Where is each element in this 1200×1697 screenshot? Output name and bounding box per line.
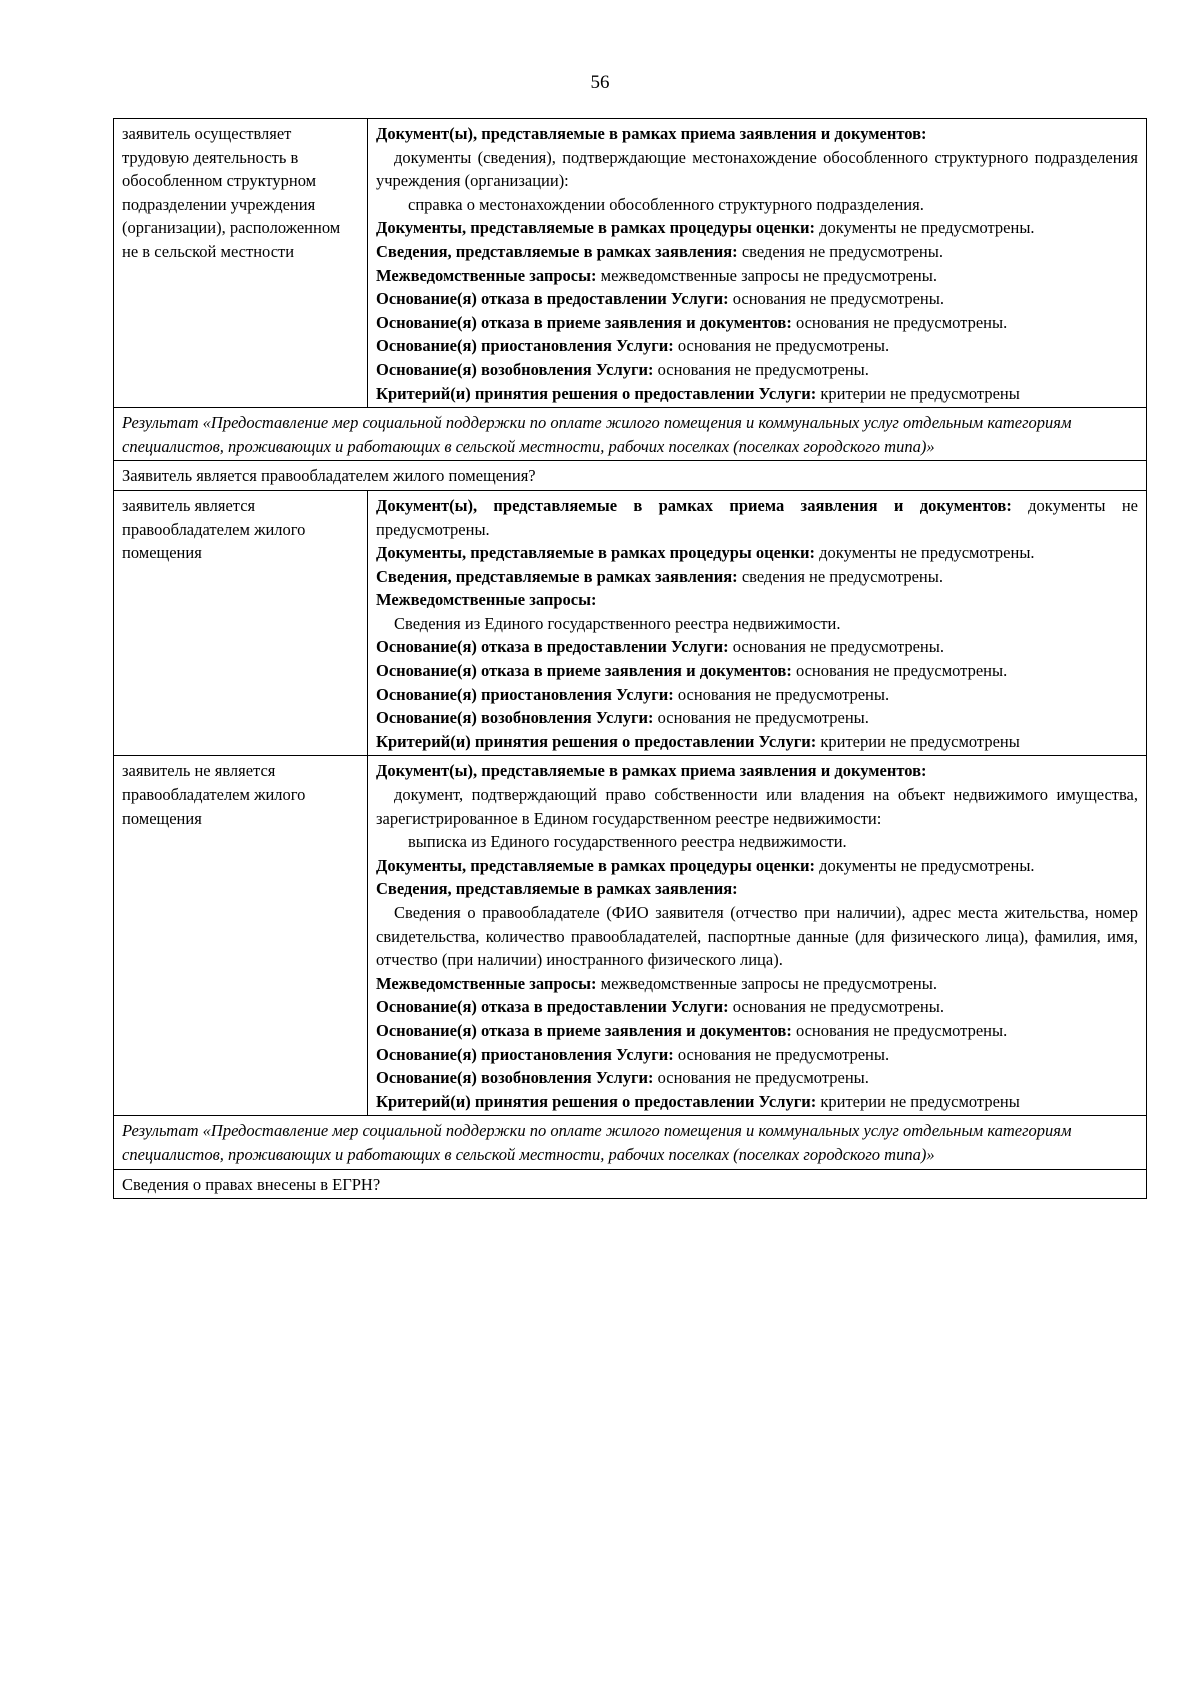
requirement-text: основания не предусмотрены. [728,997,944,1017]
requirement-label: Критерий(и) принятия решения о предоставлении Услуги: [376,383,817,403]
requirement-paragraph [376,1019,1138,1043]
requirement-label: Основание(я) возобновления Услуги: [376,359,654,379]
result-row [114,1116,1147,1169]
requirement-label: Критерий(и) принятия решения о предоставлении Услуги: [376,731,817,751]
requirements-cell [368,756,1147,1116]
requirement-text: основания не предусмотрены. [653,1068,869,1088]
requirement-paragraph [376,216,1138,240]
page-number: 56 [590,72,610,93]
requirement-paragraph [376,588,1138,612]
requirement-label: Межведомственные запросы: [376,590,597,610]
requirement-label: Основание(я) приостановления Услуги: [376,684,674,704]
requirement-paragraph [376,1066,1138,1090]
requirement-paragraph [376,264,1138,288]
requirement-paragraph [376,759,1138,783]
requirement-text: основания не предусмотрены. [728,637,944,657]
requirement-label: Основание(я) возобновления Услуги: [376,708,654,728]
requirements-cell [368,119,1147,408]
requirement-paragraph [376,494,1138,541]
requirement-paragraph [376,565,1138,589]
requirement-paragraph [376,612,1138,636]
requirement-label: Документ(ы), представляемые в рамках приема заявления и документов: [376,124,927,143]
requirement-label: Основание(я) приостановления Услуги: [376,1044,674,1064]
requirement-paragraph [376,706,1138,730]
question-row [114,1169,1147,1199]
requirement-label: Основание(я) отказа в предоставлении Услуги: [376,997,729,1017]
requirement-text: критерии не предусмотрены [816,731,1020,751]
requirement-label: Основание(я) возобновления Услуги: [376,1068,654,1088]
requirement-label: Основание(я) отказа в приеме заявления и документов: [376,1020,792,1040]
condition-cell: заявитель не является правообладателем жилого помещения [114,756,368,1116]
requirement-paragraph [376,854,1138,878]
requirement-paragraph [376,334,1138,358]
requirement-paragraph [376,146,1138,193]
requirement-text: основания не предусмотрены. [673,1044,890,1064]
requirement-paragraph [376,995,1138,1019]
requirement-label: Основание(я) отказа в предоставлении Услуги: [376,289,729,309]
requirement-text: Сведения из Единого государственного реестра недвижимости. [394,613,841,633]
requirements-cell [368,490,1147,756]
requirement-label: Документы, представляемые в рамках процедуры оценки: [376,855,816,875]
requirement-text: межведомственные запросы не предусмотрены. [596,265,937,285]
requirement-text: сведения не предусмотрены. [737,566,943,586]
requirement-paragraph [376,541,1138,565]
requirement-paragraph [376,122,1138,146]
requirement-text: Сведения о правообладателе (ФИО заявителя (отчество при наличии), адрес места жительства, номер свидетельства, количество правообладателей, паспортные данные (для физического лица), фамилия, имя, отчество (при наличии) иностранного физического лица). [376,903,1138,970]
requirement-label: Критерий(и) принятия решения о предоставлении Услуги: [376,1091,817,1111]
requirement-text: основания не предусмотрены. [791,661,1008,681]
requirement-label: Документы, представляемые в рамках процедуры оценки: [376,543,816,563]
requirement-text: основания не предусмотрены. [728,289,944,309]
requirement-label: Документы, представляемые в рамках процедуры оценки: [376,218,816,238]
requirement-paragraph [376,1090,1138,1114]
requirement-text: основания не предусмотрены. [673,684,890,704]
condition-row [114,756,1147,1116]
condition-cell: заявитель осуществляет трудовую деятельность в обособленном структурном подразделении учреждения (организации), расположенном не в сельской местности [114,119,368,408]
requirement-text: документы не предусмотрены. [376,495,1138,539]
requirement-paragraph [376,783,1138,830]
requirement-paragraph [376,193,1138,217]
requirement-label: Основание(я) отказа в предоставлении Услуги: [376,637,729,657]
result-text: Результат «Предоставление мер социальной поддержки по оплате жилого помещения и коммунальных услуг отдельным категориям специалистов, проживающих и работающих в сельской местности, рабочих поселках (поселках городского типа)» [114,408,1147,461]
requirement-label: Основание(я) приостановления Услуги: [376,336,674,356]
requirement-paragraph [376,240,1138,264]
requirement-paragraph [376,311,1138,335]
requirement-paragraph [376,635,1138,659]
requirement-text: документы не предусмотрены. [815,218,1035,238]
requirement-text: основания не предусмотрены. [673,336,890,356]
requirement-paragraph [376,877,1138,901]
requirement-text: сведения не предусмотрены. [737,241,943,261]
requirement-paragraph [376,972,1138,996]
requirement-text: основания не предусмотрены. [791,1020,1008,1040]
result-row [114,408,1147,461]
requirement-paragraph [376,830,1138,854]
requirement-text: межведомственные запросы не предусмотрены. [596,973,937,993]
requirement-paragraph [376,730,1138,754]
requirement-label: Основание(я) отказа в приеме заявления и документов: [376,661,792,681]
requirement-label: Основание(я) отказа в приеме заявления и документов: [376,312,792,332]
question-text: Заявитель является правообладателем жилого помещения? [114,461,1147,491]
requirement-text: выписка из Единого государственного реестра недвижимости. [408,832,847,852]
requirement-label: Документ(ы), представляемые в рамках приема заявления и документов: [376,761,927,781]
requirement-paragraph [376,683,1138,707]
requirement-label: Межведомственные запросы: [376,265,597,285]
condition-row [114,119,1147,408]
requirement-label: Сведения, представляемые в рамках заявления: [376,879,738,899]
result-text: Результат «Предоставление мер социальной поддержки по оплате жилого помещения и коммунальных услуг отдельным категориям специалистов, проживающих и работающих в сельской местности, рабочих поселках (поселках городского типа)» [114,1116,1147,1169]
requirement-text: основания не предусмотрены. [791,312,1008,332]
requirement-text: основания не предусмотрены. [653,359,869,379]
question-text: Сведения о правах внесены в ЕГРН? [114,1169,1147,1199]
requirement-text: документы (сведения), подтверждающие местонахождение обособленного структурного подразделения учреждения (организации): [376,147,1138,191]
requirement-paragraph [376,1043,1138,1067]
question-row [114,461,1147,491]
requirement-label: Документ(ы), представляемые в рамках приема заявления и документов: [376,495,1012,515]
requirement-text: документы не предусмотрены. [815,855,1035,875]
requirement-text: справка о местонахождении обособленного структурного подразделения. [408,194,924,214]
requirement-paragraph [376,659,1138,683]
requirement-text: документ, подтверждающий право собственности или владения на объект недвижимого имущества, зарегистрированное в Едином государственном реестре недвижимости: [376,785,1138,828]
requirement-paragraph [376,901,1138,972]
requirement-text: документы не предусмотрены. [815,543,1035,563]
requirement-paragraph [376,382,1138,406]
requirement-label: Сведения, представляемые в рамках заявления: [376,566,738,586]
requirement-paragraph [376,287,1138,311]
condition-cell: заявитель является правообладателем жилого помещения [114,490,368,756]
service-variants-table [113,118,1147,1199]
requirement-paragraph [376,358,1138,382]
requirement-text: критерии не предусмотрены [816,1091,1020,1111]
requirement-text: критерии не предусмотрены [816,383,1020,403]
requirement-text: основания не предусмотрены. [653,708,869,728]
requirement-label: Межведомственные запросы: [376,973,597,993]
requirement-label: Сведения, представляемые в рамках заявления: [376,241,738,261]
condition-row [114,490,1147,756]
